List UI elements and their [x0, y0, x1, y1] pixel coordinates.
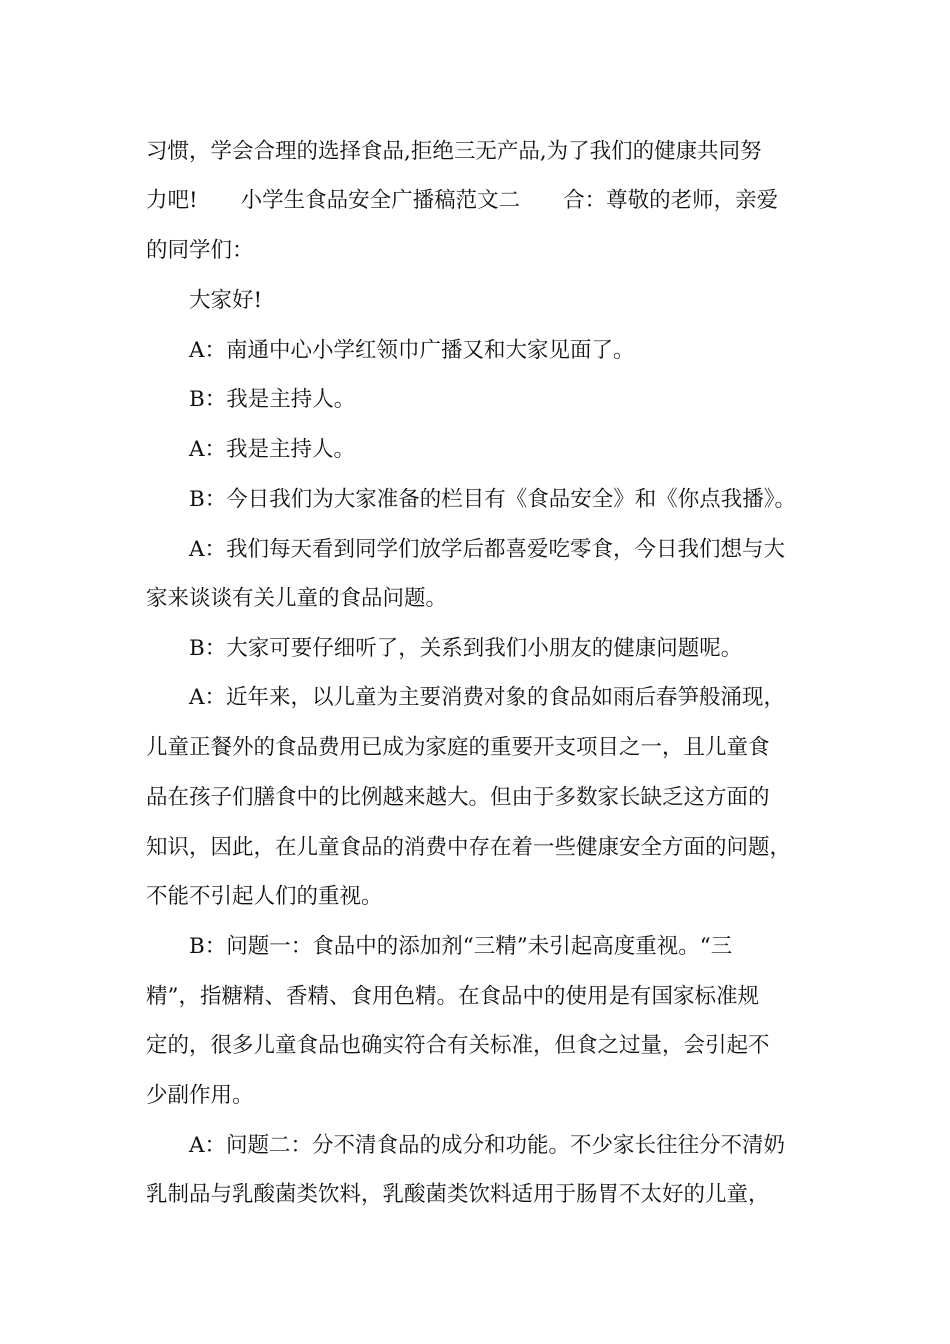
text-line: B：问题一：食品中的添加剂“三精”未引起高度重视。“三: [189, 934, 733, 959]
text-line: 乳制品与乳酸菌类饮料，乳酸菌类饮料适用于肠胃不太好的儿童，: [146, 1182, 770, 1207]
text-line: 品在孩子们膳食中的比例越来越大。但由于多数家长缺乏这方面的: [146, 785, 770, 810]
text-line: 知识，因此，在儿童食品的消费中存在着一些健康安全方面的问题，: [146, 835, 792, 860]
text-line: 儿童正餐外的食品费用已成为家庭的重要开支项目之一，且儿童食: [146, 735, 770, 760]
text-line: 少副作用。: [146, 1083, 254, 1108]
text-line: B：今日我们为大家准备的栏目有《食品安全》和《你点我播》。: [189, 487, 797, 512]
text-line: A：问题二：分不清食品的成分和功能。不少家长往往分不清奶: [189, 1133, 786, 1158]
text-line: 大家好!: [189, 288, 263, 313]
text-line: 定的，很多儿童食品也确实符合有关标准，但食之过量，会引起不: [146, 1033, 770, 1058]
text-line: A：我是主持人。: [189, 437, 356, 462]
text-line: A：南通中心小学红领巾广播又和大家见面了。: [189, 338, 635, 363]
text-line: 家来谈谈有关儿童的食品问题。: [146, 586, 448, 611]
text-line: 精”，指糖精、香精、食用色精。在食品中的使用是有国家标准规: [146, 984, 759, 1009]
text-line: 不能不引起人们的重视。: [146, 884, 383, 909]
text-line: A：我们每天看到同学们放学后都喜爱吃零食，今日我们想与大: [189, 537, 786, 562]
text-line: A：近年来，以儿童为主要消费对象的食品如雨后春笋般涌现，: [189, 685, 786, 710]
text-line: 力吧! 小学生食品安全广播稿范文二 合：尊敬的老师，亲爱: [146, 188, 779, 213]
text-line: 的同学们：: [146, 238, 254, 263]
text-line: 习惯，学会合理的选择食品,拒绝三无产品,为了我们的健康共同努: [146, 139, 762, 164]
text-line: B：我是主持人。: [189, 387, 356, 412]
text-line: B：大家可要仔细听了，关系到我们小朋友的健康问题呢。: [189, 636, 743, 661]
